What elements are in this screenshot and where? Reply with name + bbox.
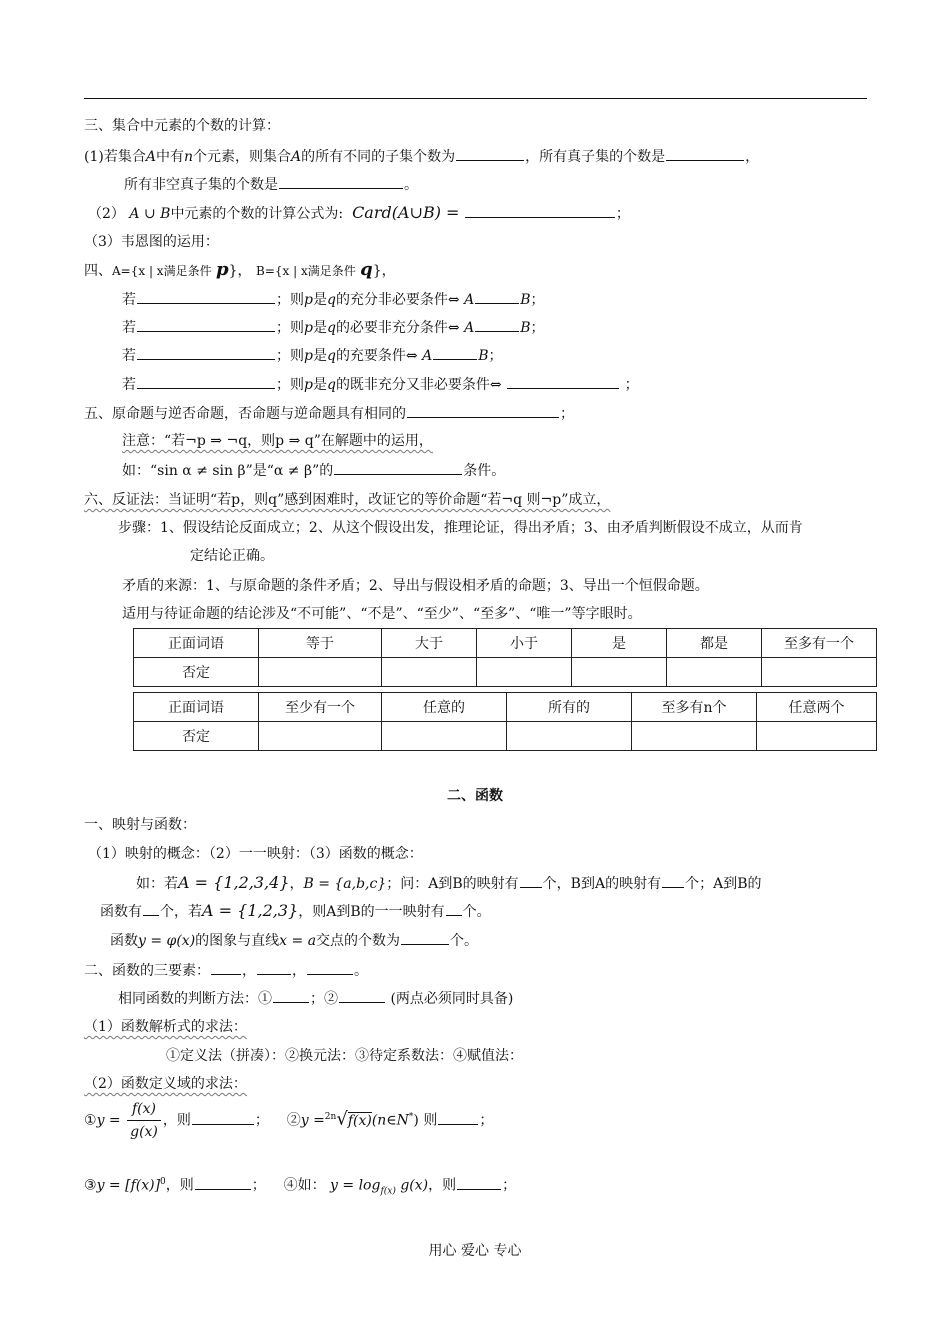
blank[interactable]	[192, 1110, 254, 1125]
page-footer: 用心 爱心 专心	[428, 1243, 522, 1259]
domain-line-2: ③y = $[f(x)]^0$，则 ； ④如： $y = \log_{f(x)} g(x)$，则 ；	[84, 1172, 516, 1201]
blank[interactable]	[507, 374, 619, 389]
table-cell: 都是	[667, 629, 762, 658]
section5-note: 注意：“若¬p ⇒ ¬q，则p ⇒ q”在解题中的运用，	[122, 433, 433, 449]
func-example-2: 函数有 个，若A = {1,2,3}，则A到B的一一映射有 个。	[100, 901, 491, 920]
table-cell: 否定	[134, 722, 259, 751]
blank[interactable]	[438, 1110, 478, 1125]
table-cell: 正面词语	[134, 629, 259, 658]
answer-cell[interactable]	[382, 722, 507, 751]
section6-apply: 适用与待证命题的结论涉及“不可能”、“不是”、“至少”、“至多”、“唯一”等字眼时。	[122, 606, 642, 622]
func-example-1: 如：若A = {1,2,3,4}，B = {a,b,c}；问：A到B的映射有 个，B到A的映射有 个；A到B的	[136, 873, 762, 892]
chapter-heading: 二、函数	[447, 788, 503, 804]
blank[interactable]	[407, 403, 559, 418]
answer-cell[interactable]	[382, 658, 477, 687]
blank[interactable]	[520, 873, 542, 888]
blank[interactable]	[457, 1175, 501, 1190]
negation-table-2	[133, 692, 877, 751]
answer-cell[interactable]	[667, 658, 762, 687]
table-cell: 大于	[382, 629, 477, 658]
section5-example: 如：“sin α ≠ sin β”是“α ≠ β”的 条件。	[122, 460, 505, 481]
blank[interactable]	[401, 930, 449, 945]
table-cell: 任意的	[382, 693, 507, 722]
func-p1: （1）函数解析式的求法：	[84, 1019, 247, 1035]
table-row	[134, 693, 877, 722]
blank[interactable]	[433, 345, 477, 360]
func-p2: （2）函数定义域的求法：	[84, 1076, 247, 1092]
func-s2-title: 二、函数的三要素： ， ， 。	[84, 960, 368, 981]
func-example-3: 函数y = φ(x)的图象与直线x = a交点的个数为 个。	[110, 930, 478, 951]
table-row	[134, 658, 877, 687]
blank[interactable]	[666, 146, 744, 161]
answer-cell[interactable]	[259, 658, 382, 687]
negation-table-1	[133, 628, 877, 687]
blank[interactable]	[307, 960, 353, 975]
blank[interactable]	[257, 960, 291, 975]
blank[interactable]	[465, 203, 615, 218]
blank[interactable]	[446, 901, 462, 916]
section6-contradiction: 矛盾的来源：1、与原命题的条件矛盾；2、导出与假设相矛盾的命题；3、导出一个恒假命题。	[122, 578, 709, 594]
blank[interactable]	[137, 289, 275, 304]
section6-steps-cont: 定结论正确。	[190, 548, 274, 564]
condition-row-1: 若 ；则p是q的充分非必要条件⇔ A B；	[122, 289, 545, 310]
table-row	[134, 629, 877, 658]
answer-cell[interactable]	[477, 658, 572, 687]
table-cell: 正面词语	[134, 693, 259, 722]
blank[interactable]	[211, 960, 241, 975]
section5-title: 五、原命题与逆否命题，否命题与逆命题具有相同的 ；	[84, 403, 574, 424]
section6-steps: 步骤：1、假设结论反面成立；2、从这个假设出发，推理论证，得出矛盾；3、由矛盾判断假设不成立，从而肯	[118, 520, 803, 536]
answer-cell[interactable]	[259, 722, 382, 751]
section6-title: 六、反证法：当证明“若p，则q”感到困难时，改证它的等价命题“若¬q 则¬p”成立，	[84, 492, 611, 508]
blank[interactable]	[273, 988, 309, 1003]
blank[interactable]	[475, 317, 519, 332]
table-cell: 是	[572, 629, 667, 658]
table-cell: 小于	[477, 629, 572, 658]
answer-cell[interactable]	[572, 658, 667, 687]
blank[interactable]	[339, 988, 385, 1003]
blank[interactable]	[137, 345, 275, 360]
func-same-judgment: 相同函数的判断方法：① ；② (两点必须同时具备)	[118, 988, 513, 1009]
section3-line4: （3）韦恩图的运用：	[84, 234, 219, 250]
blank[interactable]	[279, 174, 403, 189]
condition-row-3: 若 ；则p是q的充要条件⇔ A B；	[122, 345, 503, 366]
fraction: $\frac{f(x)}{g(x)}$	[127, 1098, 161, 1143]
table-cell: 否定	[134, 658, 259, 687]
blank[interactable]	[334, 460, 462, 475]
table-cell: 至多有n个	[632, 693, 757, 722]
section3-line3: （2） A ∪ B中元素的个数的计算公式为: Card(A∪B) = ；	[88, 203, 630, 222]
blank[interactable]	[137, 317, 275, 332]
table-row	[134, 722, 877, 751]
section3-title: 三、集合中元素的个数的计算：	[84, 118, 280, 134]
condition-row-2: 若 ；则p是q的必要非充分条件⇔ A B；	[122, 317, 545, 338]
blank[interactable]	[456, 146, 524, 161]
section4-title: 四、A={x | x满足条件 p}， B={x | x满足条件 q}，	[84, 259, 396, 280]
header-rule	[84, 98, 867, 99]
table-cell: 任意两个	[757, 693, 877, 722]
func-s1-sub: （1）映射的概念：（2）一一映射：（3）函数的概念：	[88, 846, 423, 862]
answer-cell[interactable]	[507, 722, 632, 751]
section3-line2: 所有非空真子集的个数是 。	[124, 174, 418, 195]
func-p1-methods: ①定义法（拼凑）：②换元法：③待定系数法：④赋值法：	[166, 1048, 523, 1064]
blank[interactable]	[475, 289, 519, 304]
table-cell: 所有的	[507, 693, 632, 722]
blank[interactable]	[143, 901, 159, 916]
blank[interactable]	[137, 374, 275, 389]
blank[interactable]	[195, 1175, 251, 1190]
answer-cell[interactable]	[757, 722, 877, 751]
table-cell: 至多有一个	[762, 629, 877, 658]
answer-cell[interactable]	[762, 658, 877, 687]
table-cell: 至少有一个	[259, 693, 382, 722]
func-s1-title: 一、映射与函数：	[84, 817, 196, 833]
blank[interactable]	[662, 873, 684, 888]
condition-row-4: 若 ；则p是q的既非充分又非必要条件⇔ ；	[122, 374, 639, 395]
domain-line-1: ①y = $\frac{f(x)}{g(x)}$ ，则 ； ②y =$^{2n}$√f(x)(n∈N*) 则 ；	[84, 1098, 493, 1143]
section3-line1: (1)若集合A中有n个元素，则集合A的所有不同的子集个数为 ，所有真子集的个数是 ，	[84, 146, 759, 167]
answer-cell[interactable]	[632, 722, 757, 751]
table-cell: 等于	[259, 629, 382, 658]
